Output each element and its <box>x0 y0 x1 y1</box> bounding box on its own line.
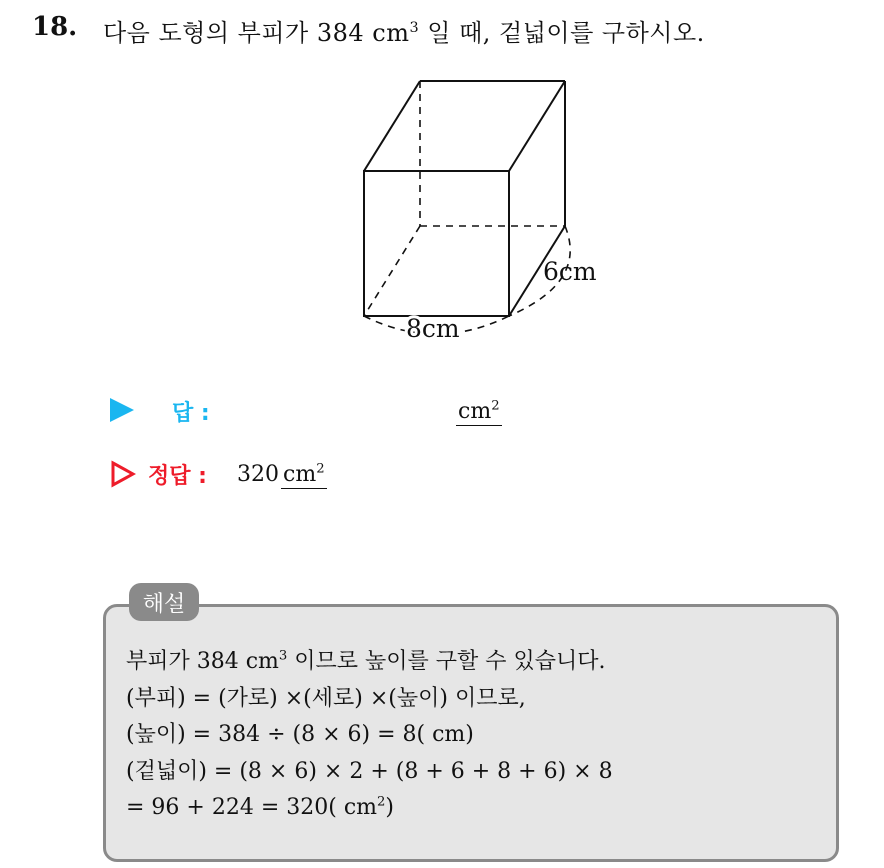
solution-line-5-tail: ) <box>385 795 394 820</box>
question-text <box>103 13 705 48</box>
correct-answer-unit-exponent: 2 <box>316 461 325 477</box>
solution-tab: 해설 <box>129 583 199 621</box>
correct-answer-unit-base: cm <box>283 462 317 487</box>
solution-line-1-exponent: 3 <box>278 648 288 664</box>
solution-line-3: (높이) = 384 ÷ (8 × 6) = 8( cm) <box>126 722 474 747</box>
correct-answer-unit <box>281 462 327 489</box>
solution-line-4: (겉넓이) = (8 × 6) × 2 + (8 + 6 + 8 + 6) × 8 <box>126 758 613 784</box>
solution-line-1-main: 부피가 384 cm <box>126 649 279 674</box>
question-text-exponent: 3 <box>409 20 420 36</box>
top-right-edge <box>509 81 565 171</box>
answer-arrow-icon <box>110 398 134 422</box>
cuboid-figure <box>350 70 620 360</box>
correct-answer-number: 320 <box>237 462 279 487</box>
solution-line-1-tail: 이므로 높이를 구할 수 있습니다. <box>287 649 606 674</box>
solution-line-5-main: = 96 + 224 = 320( cm <box>126 795 378 820</box>
front-face <box>364 171 509 316</box>
correct-answer-row <box>110 458 530 494</box>
question-text-tail: 일 때, 겉넓이를 구하시오. <box>419 19 705 47</box>
answer-row <box>110 395 530 431</box>
solution-text <box>126 644 613 827</box>
solution-line-1 <box>126 644 613 681</box>
answer-label: 답 : <box>172 401 210 426</box>
hidden-left-bottom-edge <box>364 226 420 316</box>
correct-answer-label: 정답 : <box>148 464 207 489</box>
question-text-main: 다음 도형의 부피가 384 cm <box>103 19 410 47</box>
depth-label: 6cm <box>543 257 597 286</box>
correct-answer-value <box>237 462 327 487</box>
solution-line-2: (부피) = (가로) ×(세로) ×(높이) 이므로, <box>126 685 526 711</box>
width-label: 8cm <box>406 314 460 343</box>
question-number: 18. <box>32 12 78 42</box>
correct-answer-arrow-icon <box>110 460 136 488</box>
solution-line-5-exponent: 2 <box>377 794 386 810</box>
answer-unit-exponent: 2 <box>491 398 500 414</box>
top-left-edge <box>364 81 420 171</box>
solution-line-5 <box>126 790 613 827</box>
answer-unit-base: cm <box>458 399 492 424</box>
answer-blank-unit[interactable] <box>456 399 502 426</box>
